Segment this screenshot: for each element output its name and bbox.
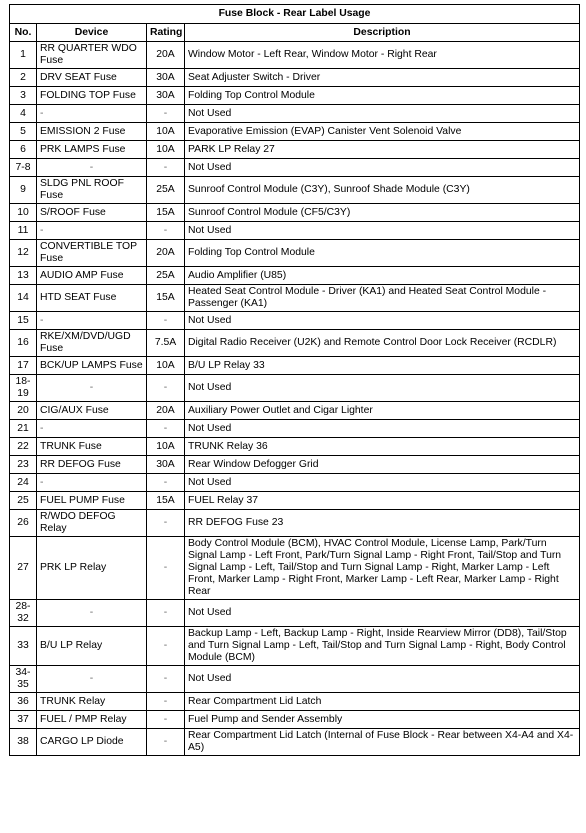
device-cell: CIG/AUX Fuse xyxy=(37,402,147,420)
fuse-number-cell: 16 xyxy=(10,330,37,357)
device-cell: TRUNK Fuse xyxy=(37,438,147,456)
description-cell: Rear Compartment Lid Latch xyxy=(185,693,580,711)
device-cell: SLDG PNL ROOF Fuse xyxy=(37,177,147,204)
table-row xyxy=(10,105,580,123)
header-row xyxy=(10,24,580,42)
fuse-number-cell: 20 xyxy=(10,402,37,420)
device-cell: - xyxy=(37,666,147,693)
description-cell: Seat Adjuster Switch - Driver xyxy=(185,69,580,87)
rating-cell: 10A xyxy=(147,357,185,375)
header-device: Device xyxy=(37,24,147,42)
header-rating: Rating xyxy=(147,24,185,42)
table-row xyxy=(10,312,580,330)
description-cell: Body Control Module (BCM), HVAC Control Module, License Lamp, Park/Turn Signal Lamp - Left Front, Park/Turn Signal Lamp - Right Front, Tail/Stop and Turn Signal Lamp - Left, Tail/Stop and Turn Signal Lamp - Right, Marker Lamp - Left Front, Marker Lamp - Right Front, Marker Lamp - Left Rear, Marker Lamp - Right Rear xyxy=(185,537,580,600)
table-row xyxy=(10,87,580,105)
device-cell: HTD SEAT Fuse xyxy=(37,285,147,312)
fuse-number-cell: 33 xyxy=(10,627,37,666)
fuse-number-cell: 18-19 xyxy=(10,375,37,402)
rating-cell: 10A xyxy=(147,123,185,141)
device-cell: B/U LP Relay xyxy=(37,627,147,666)
device-cell: S/ROOF Fuse xyxy=(37,204,147,222)
description-cell: Window Motor - Left Rear, Window Motor - Right Rear xyxy=(185,42,580,69)
table-row xyxy=(10,42,580,69)
table-row xyxy=(10,204,580,222)
table-row xyxy=(10,492,580,510)
device-cell: - xyxy=(37,474,147,492)
rating-cell: 30A xyxy=(147,87,185,105)
rating-cell: 15A xyxy=(147,492,185,510)
table-row xyxy=(10,402,580,420)
device-cell: FUEL / PMP Relay xyxy=(37,711,147,729)
device-cell: EMISSION 2 Fuse xyxy=(37,123,147,141)
table-row xyxy=(10,627,580,666)
fuse-number-cell: 5 xyxy=(10,123,37,141)
rating-cell: - xyxy=(147,510,185,537)
fuse-number-cell: 27 xyxy=(10,537,37,600)
description-cell: B/U LP Relay 33 xyxy=(185,357,580,375)
rating-cell: 25A xyxy=(147,177,185,204)
rating-cell: 20A xyxy=(147,240,185,267)
fuse-number-cell: 9 xyxy=(10,177,37,204)
rating-cell: - xyxy=(147,711,185,729)
rating-cell: 7.5A xyxy=(147,330,185,357)
table-row xyxy=(10,177,580,204)
fuse-number-cell: 12 xyxy=(10,240,37,267)
device-cell: BCK/UP LAMPS Fuse xyxy=(37,357,147,375)
table-row xyxy=(10,123,580,141)
fuse-number-cell: 15 xyxy=(10,312,37,330)
fuse-number-cell: 13 xyxy=(10,267,37,285)
device-cell: CONVERTIBLE TOP Fuse xyxy=(37,240,147,267)
description-cell: Auxiliary Power Outlet and Cigar Lighter xyxy=(185,402,580,420)
fuse-number-cell: 10 xyxy=(10,204,37,222)
fuse-number-cell: 38 xyxy=(10,729,37,756)
table-row xyxy=(10,510,580,537)
fuse-number-cell: 28-32 xyxy=(10,600,37,627)
device-cell: - xyxy=(37,420,147,438)
table-row xyxy=(10,693,580,711)
description-cell: Not Used xyxy=(185,312,580,330)
rating-cell: 20A xyxy=(147,402,185,420)
description-cell: Rear Compartment Lid Latch (Internal of Fuse Block - Rear between X4-A4 and X4-A5) xyxy=(185,729,580,756)
description-cell: Evaporative Emission (EVAP) Canister Vent Solenoid Valve xyxy=(185,123,580,141)
description-cell: Audio Amplifier (U85) xyxy=(185,267,580,285)
table-row xyxy=(10,240,580,267)
table-row xyxy=(10,141,580,159)
header-no: No. xyxy=(10,24,37,42)
table-title: Fuse Block - Rear Label Usage xyxy=(10,5,580,24)
description-cell: Not Used xyxy=(185,474,580,492)
fuse-number-cell: 1 xyxy=(10,42,37,69)
fuse-number-cell: 3 xyxy=(10,87,37,105)
device-cell: - xyxy=(37,600,147,627)
fuse-number-cell: 24 xyxy=(10,474,37,492)
table-row xyxy=(10,375,580,402)
table-row xyxy=(10,474,580,492)
table-row xyxy=(10,357,580,375)
rating-cell: - xyxy=(147,600,185,627)
fuse-number-cell: 37 xyxy=(10,711,37,729)
table-row xyxy=(10,537,580,600)
rating-cell: 15A xyxy=(147,204,185,222)
device-cell: CARGO LP Diode xyxy=(37,729,147,756)
rating-cell: 25A xyxy=(147,267,185,285)
rating-cell: - xyxy=(147,312,185,330)
fuse-number-cell: 21 xyxy=(10,420,37,438)
fuse-number-cell: 25 xyxy=(10,492,37,510)
device-cell: AUDIO AMP Fuse xyxy=(37,267,147,285)
device-cell: RR QUARTER WDO Fuse xyxy=(37,42,147,69)
table-row xyxy=(10,438,580,456)
description-cell: Not Used xyxy=(185,375,580,402)
description-cell: Not Used xyxy=(185,600,580,627)
fuse-usage-table xyxy=(9,4,580,756)
description-cell: FUEL Relay 37 xyxy=(185,492,580,510)
description-cell: Not Used xyxy=(185,222,580,240)
rating-cell: - xyxy=(147,666,185,693)
device-cell: - xyxy=(37,222,147,240)
fuse-number-cell: 17 xyxy=(10,357,37,375)
device-cell: FUEL PUMP Fuse xyxy=(37,492,147,510)
fuse-number-cell: 14 xyxy=(10,285,37,312)
rating-cell: - xyxy=(147,729,185,756)
device-cell: RR DEFOG Fuse xyxy=(37,456,147,474)
rating-cell: 30A xyxy=(147,69,185,87)
description-cell: TRUNK Relay 36 xyxy=(185,438,580,456)
fuse-number-cell: 34-35 xyxy=(10,666,37,693)
table-row xyxy=(10,330,580,357)
fuse-number-cell: 4 xyxy=(10,105,37,123)
device-cell: TRUNK Relay xyxy=(37,693,147,711)
device-cell: - xyxy=(37,159,147,177)
description-cell: PARK LP Relay 27 xyxy=(185,141,580,159)
fuse-number-cell: 6 xyxy=(10,141,37,159)
device-cell: R/WDO DEFOG Relay xyxy=(37,510,147,537)
rating-cell: - xyxy=(147,159,185,177)
device-cell: - xyxy=(37,312,147,330)
fuse-number-cell: 11 xyxy=(10,222,37,240)
device-cell: PRK LAMPS Fuse xyxy=(37,141,147,159)
device-cell: RKE/XM/DVD/UGD Fuse xyxy=(37,330,147,357)
rating-cell: - xyxy=(147,537,185,600)
table-row xyxy=(10,600,580,627)
description-cell: Not Used xyxy=(185,666,580,693)
table-row xyxy=(10,729,580,756)
fuse-number-cell: 23 xyxy=(10,456,37,474)
device-cell: FOLDING TOP Fuse xyxy=(37,87,147,105)
rating-cell: - xyxy=(147,105,185,123)
description-cell: Not Used xyxy=(185,105,580,123)
device-cell: - xyxy=(37,105,147,123)
table-body xyxy=(10,42,580,756)
rating-cell: - xyxy=(147,693,185,711)
description-cell: Backup Lamp - Left, Backup Lamp - Right, Inside Rearview Mirror (DD8), Tail/Stop and Turn Signal Lamp - Left, Tail/Stop and Turn Signal Lamp - Right, Body Control Module (BCM) xyxy=(185,627,580,666)
table-row xyxy=(10,456,580,474)
table-row xyxy=(10,159,580,177)
description-cell: Folding Top Control Module xyxy=(185,87,580,105)
rating-cell: - xyxy=(147,420,185,438)
description-cell: Not Used xyxy=(185,159,580,177)
table-row xyxy=(10,711,580,729)
rating-cell: - xyxy=(147,474,185,492)
table-row xyxy=(10,267,580,285)
description-cell: Rear Window Defogger Grid xyxy=(185,456,580,474)
device-cell: DRV SEAT Fuse xyxy=(37,69,147,87)
fuse-table-container xyxy=(9,4,579,756)
fuse-number-cell: 2 xyxy=(10,69,37,87)
description-cell: RR DEFOG Fuse 23 xyxy=(185,510,580,537)
rating-cell: 15A xyxy=(147,285,185,312)
rating-cell: - xyxy=(147,375,185,402)
table-row xyxy=(10,69,580,87)
table-row xyxy=(10,666,580,693)
rating-cell: 10A xyxy=(147,141,185,159)
header-description: Description xyxy=(185,24,580,42)
rating-cell: 10A xyxy=(147,438,185,456)
rating-cell: - xyxy=(147,222,185,240)
description-cell: Sunroof Control Module (C3Y), Sunroof Shade Module (C3Y) xyxy=(185,177,580,204)
fuse-number-cell: 36 xyxy=(10,693,37,711)
device-cell: PRK LP Relay xyxy=(37,537,147,600)
fuse-number-cell: 22 xyxy=(10,438,37,456)
table-row xyxy=(10,285,580,312)
description-cell: Sunroof Control Module (CF5/C3Y) xyxy=(185,204,580,222)
description-cell: Heated Seat Control Module - Driver (KA1) and Heated Seat Control Module - Passenger (KA1) xyxy=(185,285,580,312)
fuse-number-cell: 26 xyxy=(10,510,37,537)
description-cell: Digital Radio Receiver (U2K) and Remote Control Door Lock Receiver (RCDLR) xyxy=(185,330,580,357)
description-cell: Not Used xyxy=(185,420,580,438)
device-cell: - xyxy=(37,375,147,402)
description-cell: Folding Top Control Module xyxy=(185,240,580,267)
table-row xyxy=(10,420,580,438)
fuse-number-cell: 7-8 xyxy=(10,159,37,177)
table-row xyxy=(10,222,580,240)
description-cell: Fuel Pump and Sender Assembly xyxy=(185,711,580,729)
rating-cell: - xyxy=(147,627,185,666)
rating-cell: 20A xyxy=(147,42,185,69)
rating-cell: 30A xyxy=(147,456,185,474)
